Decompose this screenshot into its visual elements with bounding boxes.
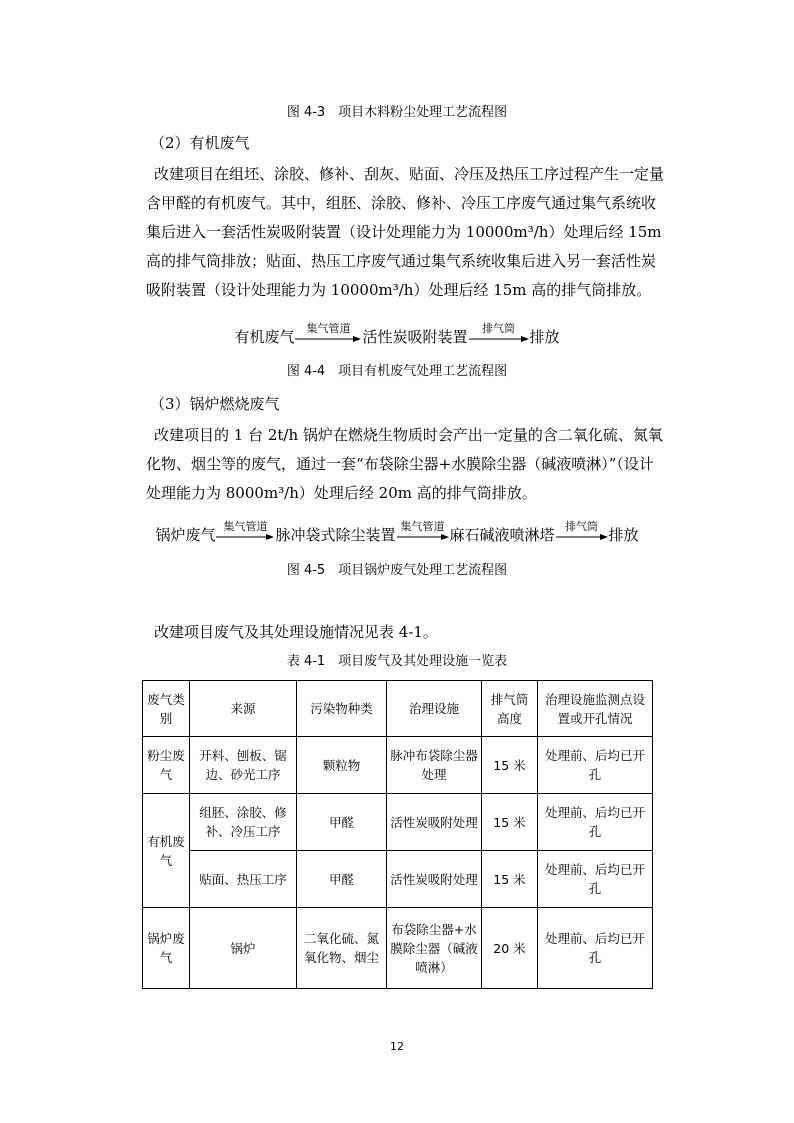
flow44-arrow-1-label: 集气管道 [306, 322, 351, 335]
cell-stack-height: 20 米 [482, 908, 538, 989]
flow44-node-source: 有机废气 [234, 328, 295, 346]
arrow-right-icon [216, 533, 274, 541]
header-pollutant: 污染物种类 [297, 681, 387, 737]
table-row [143, 851, 653, 908]
paragraph-organic-text: 改建项目在组坯、涂胶、修补、刮灰、贴面、冷压及热压工序过程产生一定量含甲醛的有机废气。其中，组胚、涂胶、修补、冷压工序废气通过集气系统收集后进入一套活性炭吸附装置（设计处理能力为 10000m³/h）处理后经 15m 高的排气筒排放；贴面、热压工序废气通过集气系统收集后进入另一套活性炭吸附装置（设计处理能力为 10000m³/h）处理后经 15m 高的排气筒排放。 [146, 165, 665, 299]
flow45-arrow-2-label: 集气管道 [400, 520, 445, 533]
figure-4-4-caption: 图 4-4 项目有机废气处理工艺流程图 [286, 364, 508, 379]
flow45-node-bag-filter: 脉冲袋式除尘装置 [275, 526, 396, 544]
flow45-arrow-2 [397, 521, 449, 544]
cell-stack-height: 15 米 [482, 737, 538, 794]
flow44-node-adsorber: 活性炭吸附装置 [362, 328, 468, 346]
cell-monitoring: 处理前、后均已开孔 [538, 908, 653, 989]
flow45-arrow-3 [556, 521, 608, 544]
arrow-right-icon [397, 533, 449, 541]
cell-source: 开料、刨板、锯边、砂光工序 [190, 737, 297, 794]
figure-4-3-caption: 图 4-3 项目木料粉尘处理工艺流程图 [286, 105, 508, 120]
cell-stack-height: 15 米 [482, 851, 538, 908]
table-header-row [143, 681, 653, 737]
flow45-node-scrubber: 麻石碱液喷淋塔 [449, 526, 555, 544]
cell-facility: 脉冲布袋除尘器处理 [387, 737, 482, 794]
cell-source: 组胚、涂胶、修补、冷压工序 [190, 794, 297, 851]
paragraph-boiler-text: 改建项目的 1 台 2t/h 锅炉在燃烧生物质时会产出一定量的含二氧化硫、氮氧化物、烟尘等的废气，通过一套“布袋除尘器+水膜除尘器（碱液喷淋）”（设计处理能力为 8000m³/h）处理后经 20m 高的排气筒排放。 [146, 426, 663, 502]
table-intro-text: 改建项目废气及其处理设施情况见表 4-1。 [154, 623, 438, 641]
cell-monitoring: 处理前、后均已开孔 [538, 794, 653, 851]
cell-facility: 布袋除尘器+水膜除尘器（碱液喷淋） [387, 908, 482, 989]
cell-monitoring: 处理前、后均已开孔 [538, 851, 653, 908]
table-row [143, 794, 653, 851]
figure-4-5-caption: 图 4-5 项目锅炉废气处理工艺流程图 [286, 563, 508, 578]
cell-pollutant: 颗粒物 [297, 737, 387, 794]
flowchart-organic [0, 323, 794, 346]
cell-source: 锅炉 [190, 908, 297, 989]
waste-gas-table [142, 680, 653, 989]
flow45-arrow-3-label: 排气筒 [565, 520, 599, 533]
flow44-arrow-2-label: 排气筒 [482, 322, 515, 335]
table-row [143, 908, 653, 989]
flow44-arrow-1 [295, 323, 361, 346]
flow44-arrow-2 [469, 323, 529, 346]
cell-stack-height: 15 米 [482, 794, 538, 851]
paragraph-boiler-gas [146, 421, 666, 508]
arrow-right-icon [469, 335, 529, 343]
arrow-right-icon [295, 335, 361, 343]
header-facility: 治理设施 [387, 681, 482, 737]
table-row [143, 737, 653, 794]
cell-pollutant: 甲醛 [297, 851, 387, 908]
flow44-node-discharge: 排放 [529, 328, 560, 346]
table-4-1-caption: 表 4-1 项目废气及其处理设施一览表 [286, 654, 508, 669]
section-boiler-heading: （3）锅炉燃烧废气 [150, 395, 280, 413]
header-stack-height: 排气筒高度 [482, 681, 538, 737]
cell-source: 贴面、热压工序 [190, 851, 297, 908]
flowchart-boiler [0, 521, 794, 544]
cell-pollutant: 二氧化硫、氮氧化物、烟尘 [297, 908, 387, 989]
cell-pollutant: 甲醛 [297, 794, 387, 851]
flow45-arrow-1 [216, 521, 274, 544]
page-number: 12 [390, 1040, 404, 1053]
cell-monitoring: 处理前、后均已开孔 [538, 737, 653, 794]
cell-category: 锅炉废气 [143, 908, 190, 989]
cell-facility: 活性炭吸附处理 [387, 794, 482, 851]
cell-category: 粉尘废气 [143, 737, 190, 794]
paragraph-table-intro [150, 622, 438, 642]
cell-facility: 活性炭吸附处理 [387, 851, 482, 908]
flow45-node-discharge: 排放 [608, 526, 639, 544]
section-organic-heading: （2）有机废气 [150, 134, 250, 152]
header-monitoring: 治理设施监测点设置或开孔情况 [538, 681, 653, 737]
flow45-node-source: 锅炉废气 [155, 526, 216, 544]
paragraph-organic-gas [146, 160, 666, 305]
header-source: 来源 [190, 681, 297, 737]
cell-category: 有机废气 [143, 794, 190, 908]
header-category: 废气类别 [143, 681, 190, 737]
arrow-right-icon [556, 533, 608, 541]
flow45-arrow-1-label: 集气管道 [223, 520, 268, 533]
